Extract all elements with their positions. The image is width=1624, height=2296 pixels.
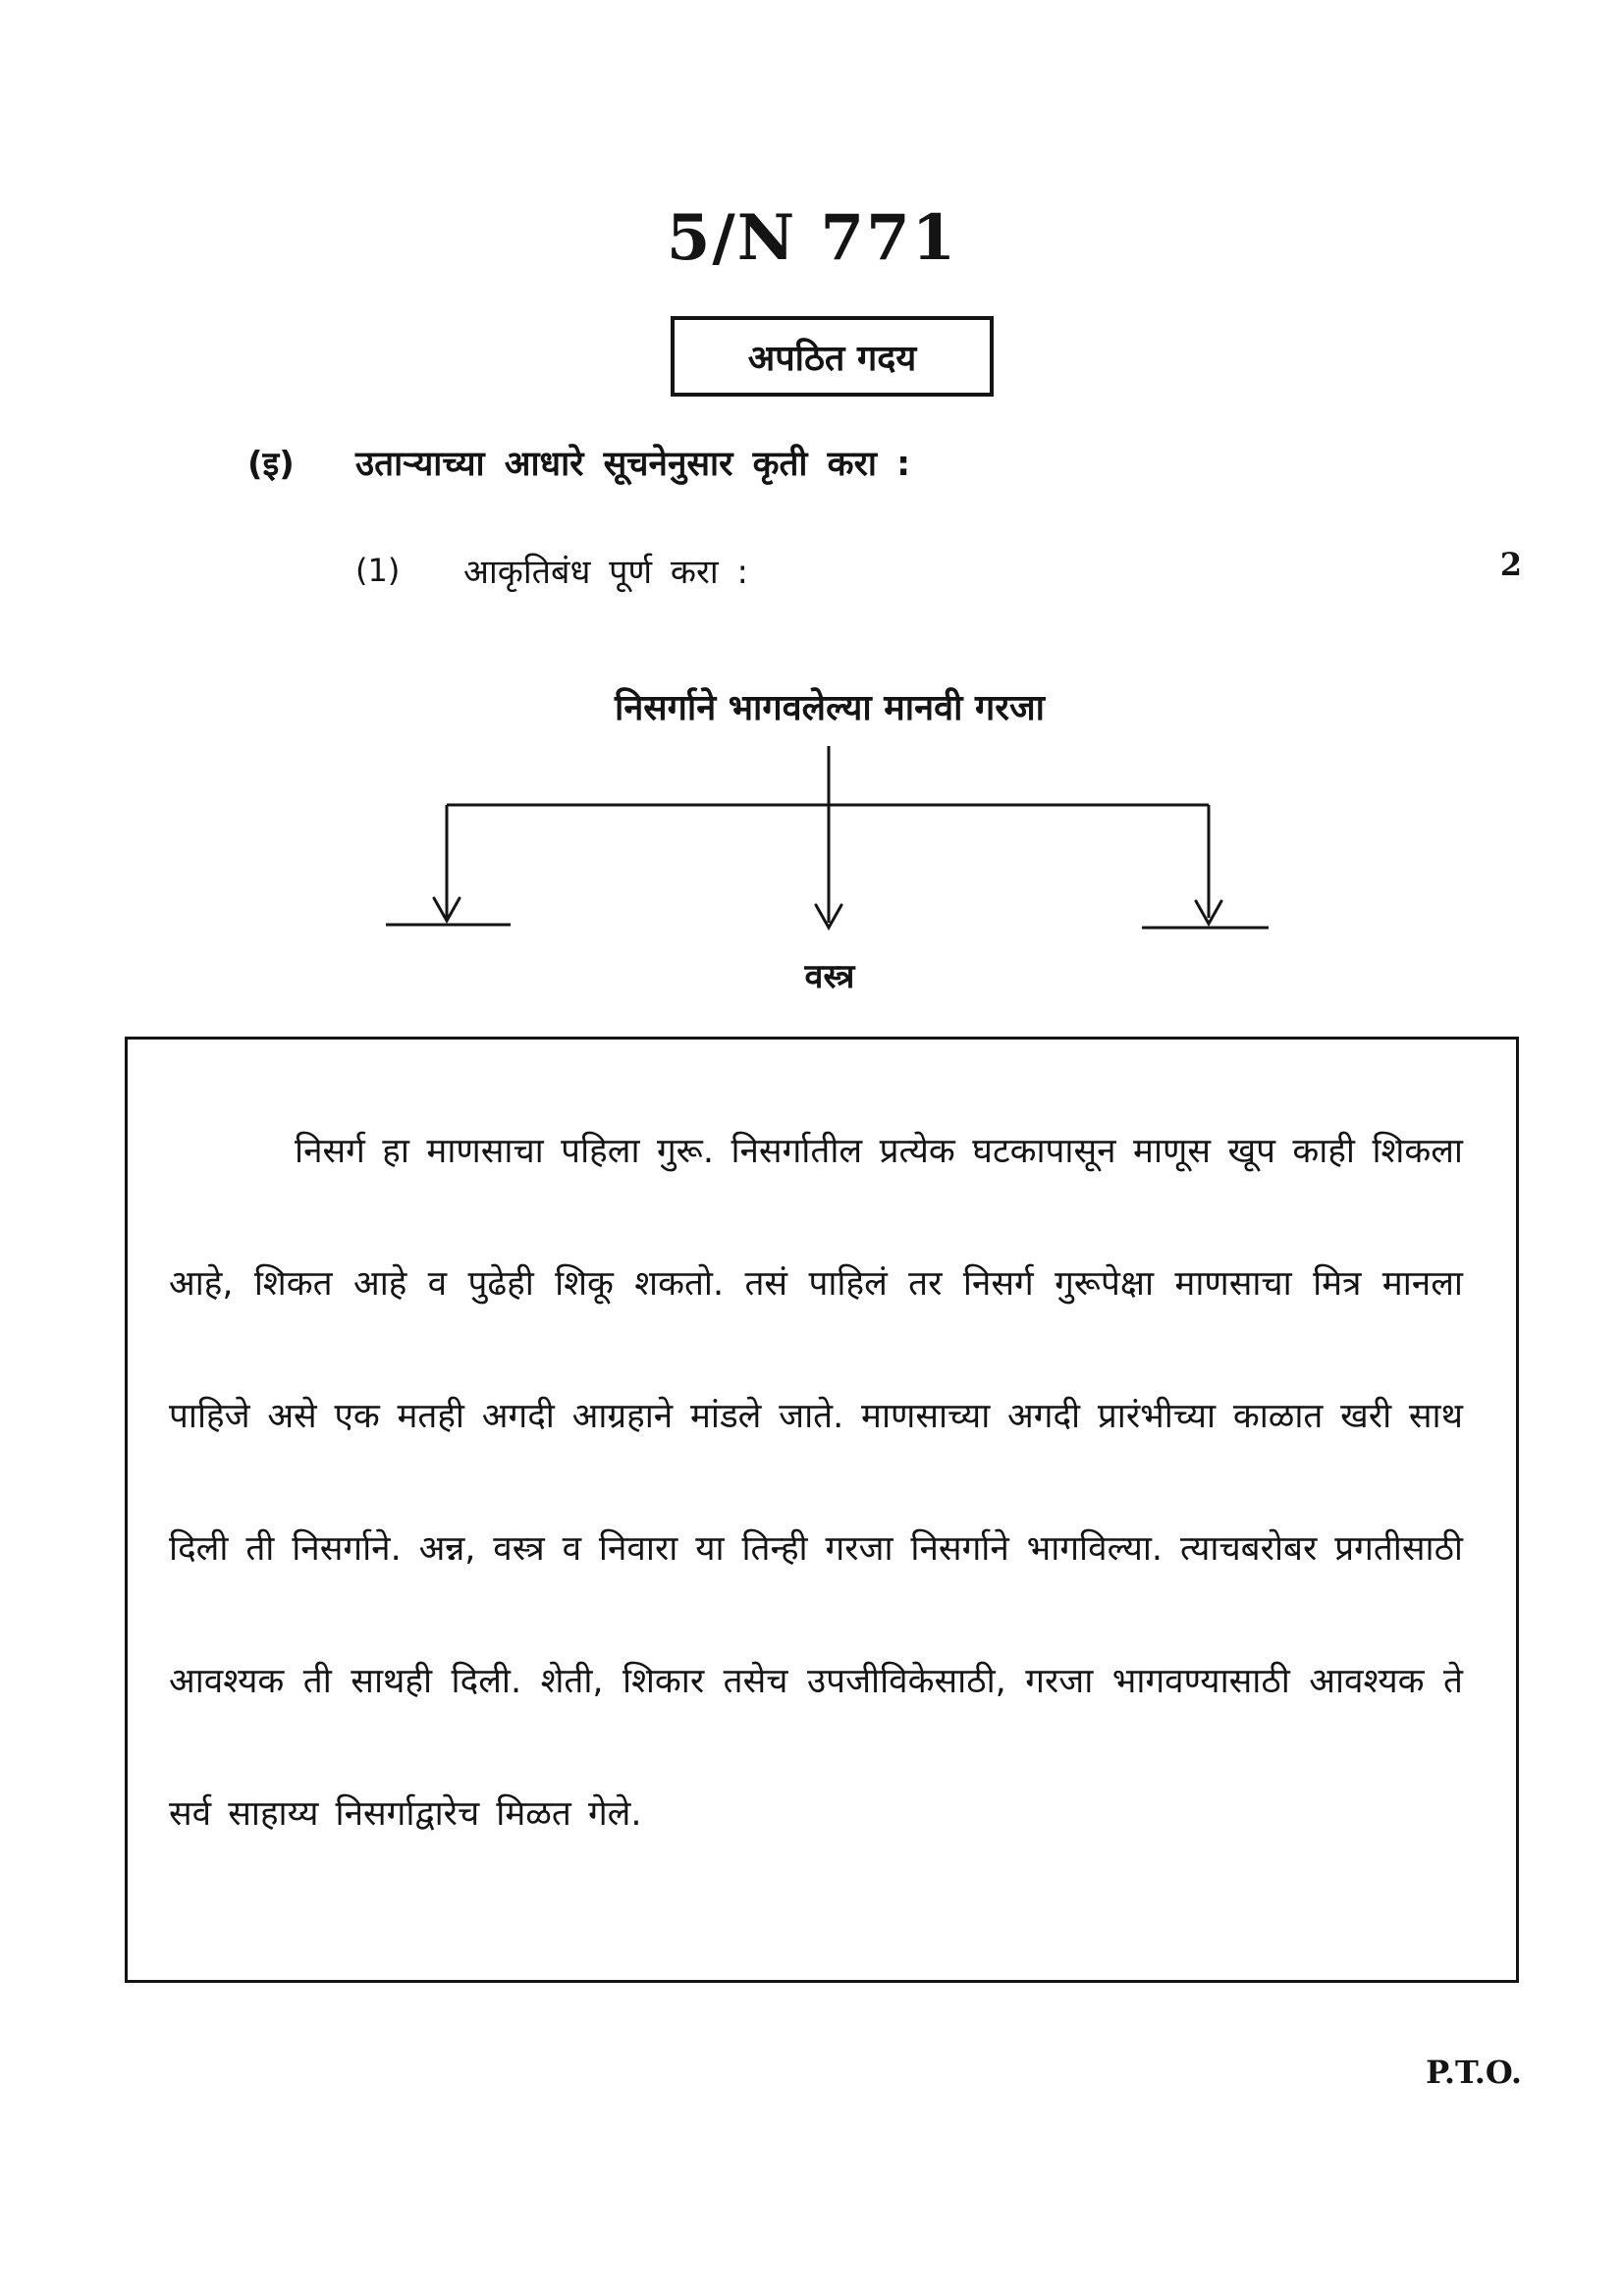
page-footer: P.T.O.: [1426, 2054, 1522, 2091]
paper-code: 5/N 771: [666, 201, 958, 275]
diagram-title: निसर्गाने भागवलेल्या मानवी गरजा: [615, 688, 1045, 728]
subquestion-number: (1): [355, 552, 401, 589]
subquestion-instruction: आकृतिबंध पूर्ण करा :: [463, 553, 748, 592]
diagram-answer-center: वस्त्र: [804, 957, 855, 996]
marks: 2: [1499, 546, 1522, 583]
question-instruction: उताऱ्याच्या आधारे सूचनेनुसार कृती करा :: [355, 445, 911, 484]
question-number: (इ): [247, 445, 295, 484]
concept-diagram: [0, 0, 1624, 1041]
passage-text: निसर्ग हा माणसाचा पहिला गुरू. निसर्गातील प्रत्येक घटकापासून माणूस खूप काही शिकला आहे, शिकत आहे व पुढेही शिकू शकतो. तसं पाहिलं तर निसर्ग गुरूपेक्षा माणसाचा मित्र मानला पाहिजे असे एक मतही अगदी आग्रहाने मांडले जाते. माणसाच्या अगदी प्रारंभीच्या काळात खरी साथ दिली ती निसर्गाने. अन्न, वस्त्र व निवारा या तिन्ही गरजा निसर्गाने भागविल्या. त्याचबरोबर प्रगतीसाठी आवश्यक ती साथही दिली. शेती, शिकार तसेच उपजीविकेसाठी, गरजा भागवण्यासाठी आवश्यक ते सर्व साहाय्य निसर्गाद्वारेच मिळत गेले.: [169, 1132, 1463, 1834]
section-title: अपठित गदय: [747, 338, 917, 379]
